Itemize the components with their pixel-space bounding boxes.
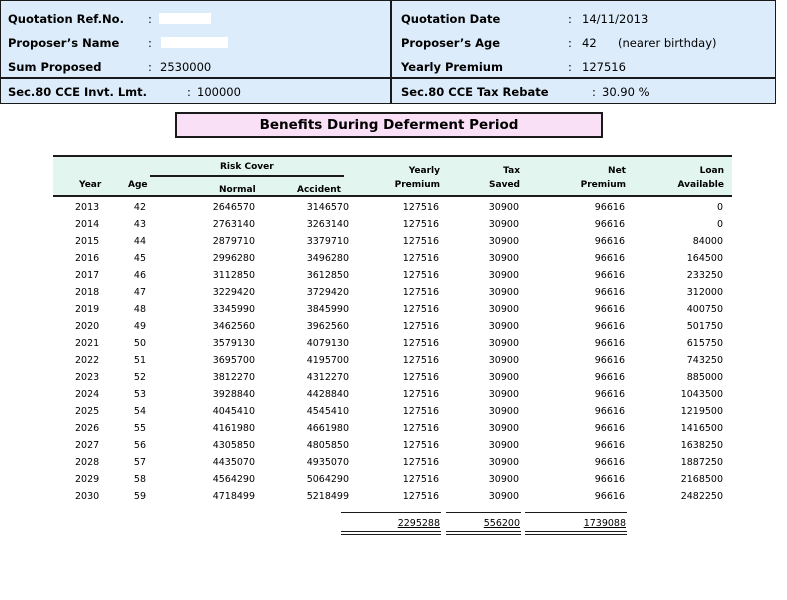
quotation-ref-label: Quotation Ref.No. <box>8 12 124 26</box>
cell-year: 2017 <box>75 270 100 281</box>
cell-normal: 3229420 <box>212 287 255 298</box>
cell-accident: 5064290 <box>306 474 349 485</box>
cell-age: 59 <box>133 491 146 502</box>
cell-normal: 2646570 <box>212 202 255 213</box>
cell-year: 2027 <box>75 440 100 451</box>
cell-accident: 4935070 <box>306 457 349 468</box>
cell-net-premium: 96616 <box>594 304 625 315</box>
colon: : <box>148 36 152 50</box>
cell-accident: 4312270 <box>306 372 349 383</box>
cell-loan-available: 615750 <box>686 338 723 349</box>
colon: : <box>148 12 152 26</box>
cell-age: 50 <box>133 338 146 349</box>
header-year: Year <box>79 180 102 190</box>
cell-normal: 3112850 <box>212 270 255 281</box>
cell-yearly-premium: 127516 <box>402 219 439 230</box>
cell-age: 58 <box>133 474 146 485</box>
proposer-age-note: (nearer birthday) <box>618 36 717 50</box>
cell-tax-saved: 30900 <box>488 270 519 281</box>
cell-accident: 3729420 <box>306 287 349 298</box>
cell-net-premium: 96616 <box>594 389 625 400</box>
header-risk-cover: Risk Cover <box>220 162 274 172</box>
table-row <box>53 284 732 301</box>
totals-rule-bottom <box>446 534 521 535</box>
cell-loan-available: 1043500 <box>680 389 723 400</box>
cell-loan-available: 233250 <box>686 270 723 281</box>
totals-rule-top <box>525 512 627 513</box>
cell-accident: 4545410 <box>306 406 349 417</box>
cell-yearly-premium: 127516 <box>402 474 439 485</box>
total-yearly-premium: 2295288 <box>397 518 440 529</box>
cell-yearly-premium: 127516 <box>402 355 439 366</box>
yearly-premium-value: 127516 <box>582 60 626 74</box>
cell-year: 2024 <box>75 389 100 400</box>
cell-loan-available: 2168500 <box>680 474 723 485</box>
table-row <box>53 437 732 454</box>
cell-net-premium: 96616 <box>594 321 625 332</box>
cell-accident: 4428840 <box>306 389 349 400</box>
cell-loan-available: 400750 <box>686 304 723 315</box>
cell-tax-saved: 30900 <box>488 287 519 298</box>
cell-accident: 3612850 <box>306 270 349 281</box>
cell-year: 2016 <box>75 253 100 264</box>
yearly-premium-label: Yearly Premium <box>401 60 503 74</box>
sec80-invt-limit-label: Sec.80 CCE Invt. Lmt. <box>8 85 148 99</box>
cell-age: 48 <box>133 304 146 315</box>
cell-tax-saved: 30900 <box>488 491 519 502</box>
cell-year: 2029 <box>75 474 100 485</box>
quotation-date-label: Quotation Date <box>401 12 501 26</box>
header-tax-line1: Tax <box>503 166 520 176</box>
table-row <box>53 369 732 386</box>
cell-age: 45 <box>133 253 146 264</box>
header-accident: Accident <box>297 185 341 195</box>
table-row <box>53 386 732 403</box>
cell-net-premium: 96616 <box>594 287 625 298</box>
cell-loan-available: 312000 <box>686 287 723 298</box>
cell-tax-saved: 30900 <box>488 253 519 264</box>
cell-normal: 3928840 <box>212 389 255 400</box>
cell-tax-saved: 30900 <box>488 457 519 468</box>
totals-rule-top <box>341 512 441 513</box>
cell-loan-available: 885000 <box>686 372 723 383</box>
cell-net-premium: 96616 <box>594 406 625 417</box>
cell-net-premium: 96616 <box>594 253 625 264</box>
cell-yearly-premium: 127516 <box>402 457 439 468</box>
proposer-age-label: Proposer’s Age <box>401 36 501 50</box>
table-row <box>53 335 732 352</box>
cell-net-premium: 96616 <box>594 202 625 213</box>
header-divider-horizontal <box>1 77 775 79</box>
cell-normal: 3345990 <box>212 304 255 315</box>
cell-net-premium: 96616 <box>594 491 625 502</box>
table-row <box>53 301 732 318</box>
risk-cover-underline <box>150 175 344 177</box>
cell-yearly-premium: 127516 <box>402 321 439 332</box>
cell-age: 55 <box>133 423 146 434</box>
header-normal: Normal <box>219 185 256 195</box>
colon: : <box>148 60 152 74</box>
cell-tax-saved: 30900 <box>488 406 519 417</box>
table-body <box>53 199 732 505</box>
cell-loan-available: 1887250 <box>680 457 723 468</box>
sec80-tax-rebate-value: 30.90 % <box>602 85 650 99</box>
cell-loan-available: 743250 <box>686 355 723 366</box>
cell-normal: 2763140 <box>212 219 255 230</box>
cell-yearly-premium: 127516 <box>402 389 439 400</box>
cell-age: 54 <box>133 406 146 417</box>
cell-tax-saved: 30900 <box>488 202 519 213</box>
cell-accident: 4661980 <box>306 423 349 434</box>
cell-tax-saved: 30900 <box>488 474 519 485</box>
cell-yearly-premium: 127516 <box>402 270 439 281</box>
header-loan-line2: Available <box>677 180 724 190</box>
quotation-header <box>0 0 776 104</box>
cell-net-premium: 96616 <box>594 474 625 485</box>
header-yearly-line2: Premium <box>394 180 440 190</box>
cell-age: 52 <box>133 372 146 383</box>
cell-yearly-premium: 127516 <box>402 491 439 502</box>
cell-loan-available: 501750 <box>686 321 723 332</box>
header-net-line1: Net <box>608 166 626 176</box>
section-title: Benefits During Deferment Period <box>175 112 603 138</box>
cell-normal: 3695700 <box>212 355 255 366</box>
cell-accident: 3379710 <box>306 236 349 247</box>
colon: : <box>568 60 572 74</box>
sec80-invt-limit-value: 100000 <box>197 85 241 99</box>
quotation-ref-value-redacted <box>159 13 211 24</box>
colon: : <box>568 36 572 50</box>
cell-year: 2013 <box>75 202 100 213</box>
cell-loan-available: 1416500 <box>680 423 723 434</box>
cell-yearly-premium: 127516 <box>402 423 439 434</box>
cell-loan-available: 1638250 <box>680 440 723 451</box>
header-loan-line1: Loan <box>699 166 724 176</box>
cell-accident: 3845990 <box>306 304 349 315</box>
cell-age: 46 <box>133 270 146 281</box>
cell-yearly-premium: 127516 <box>402 202 439 213</box>
cell-accident: 3146570 <box>306 202 349 213</box>
cell-tax-saved: 30900 <box>488 372 519 383</box>
cell-normal: 4305850 <box>212 440 255 451</box>
cell-age: 43 <box>133 219 146 230</box>
header-age: Age <box>128 180 148 190</box>
cell-normal: 2996280 <box>212 253 255 264</box>
proposer-name-value-redacted <box>161 37 228 48</box>
cell-tax-saved: 30900 <box>488 321 519 332</box>
table-row <box>53 352 732 369</box>
table-row <box>53 199 732 216</box>
cell-year: 2025 <box>75 406 100 417</box>
cell-year: 2030 <box>75 491 100 502</box>
colon: : <box>187 85 191 99</box>
cell-year: 2019 <box>75 304 100 315</box>
cell-loan-available: 2482250 <box>680 491 723 502</box>
table-row <box>53 267 732 284</box>
totals-rule-bottom <box>525 534 627 535</box>
cell-normal: 4564290 <box>212 474 255 485</box>
cell-accident: 4195700 <box>306 355 349 366</box>
cell-age: 49 <box>133 321 146 332</box>
cell-loan-available: 0 <box>716 219 723 230</box>
total-net-premium: 1739088 <box>583 518 626 529</box>
cell-tax-saved: 30900 <box>488 338 519 349</box>
cell-normal: 2879710 <box>212 236 255 247</box>
table-row <box>53 488 732 505</box>
header-tax-line2: Saved <box>489 180 520 190</box>
cell-accident: 3263140 <box>306 219 349 230</box>
colon: : <box>592 85 596 99</box>
cell-net-premium: 96616 <box>594 219 625 230</box>
table-row <box>53 454 732 471</box>
cell-normal: 3812270 <box>212 372 255 383</box>
cell-age: 44 <box>133 236 146 247</box>
totals-rule-bottom <box>341 534 441 535</box>
cell-net-premium: 96616 <box>594 423 625 434</box>
cell-normal: 4045410 <box>212 406 255 417</box>
cell-year: 2015 <box>75 236 100 247</box>
header-divider-vertical <box>390 1 392 103</box>
cell-yearly-premium: 127516 <box>402 440 439 451</box>
cell-yearly-premium: 127516 <box>402 287 439 298</box>
cell-year: 2026 <box>75 423 100 434</box>
cell-normal: 4718499 <box>212 491 255 502</box>
cell-net-premium: 96616 <box>594 236 625 247</box>
sec80-tax-rebate-label: Sec.80 CCE Tax Rebate <box>401 85 549 99</box>
cell-yearly-premium: 127516 <box>402 338 439 349</box>
cell-tax-saved: 30900 <box>488 389 519 400</box>
cell-age: 47 <box>133 287 146 298</box>
cell-net-premium: 96616 <box>594 270 625 281</box>
cell-age: 53 <box>133 389 146 400</box>
total-tax-saved: 556200 <box>483 518 520 529</box>
cell-normal: 3462560 <box>212 321 255 332</box>
colon: : <box>568 12 572 26</box>
cell-loan-available: 0 <box>716 202 723 213</box>
cell-age: 56 <box>133 440 146 451</box>
cell-age: 57 <box>133 457 146 468</box>
cell-age: 51 <box>133 355 146 366</box>
proposer-age-value: 42 <box>582 36 597 50</box>
cell-normal: 4435070 <box>212 457 255 468</box>
cell-loan-available: 1219500 <box>680 406 723 417</box>
cell-net-premium: 96616 <box>594 355 625 366</box>
cell-net-premium: 96616 <box>594 338 625 349</box>
cell-accident: 3496280 <box>306 253 349 264</box>
cell-tax-saved: 30900 <box>488 219 519 230</box>
cell-yearly-premium: 127516 <box>402 236 439 247</box>
cell-accident: 4805850 <box>306 440 349 451</box>
cell-accident: 4079130 <box>306 338 349 349</box>
sum-proposed-label: Sum Proposed <box>8 60 102 74</box>
cell-net-premium: 96616 <box>594 457 625 468</box>
header-net-line2: Premium <box>580 180 626 190</box>
cell-year: 2018 <box>75 287 100 298</box>
totals-rule-bottom <box>446 531 521 532</box>
table-row <box>53 471 732 488</box>
cell-yearly-premium: 127516 <box>402 372 439 383</box>
cell-yearly-premium: 127516 <box>402 304 439 315</box>
cell-normal: 4161980 <box>212 423 255 434</box>
proposer-name-label: Proposer’s Name <box>8 36 120 50</box>
cell-normal: 3579130 <box>212 338 255 349</box>
cell-tax-saved: 30900 <box>488 440 519 451</box>
table-row <box>53 216 732 233</box>
cell-tax-saved: 30900 <box>488 304 519 315</box>
table-row <box>53 233 732 250</box>
cell-year: 2021 <box>75 338 100 349</box>
cell-net-premium: 96616 <box>594 372 625 383</box>
cell-yearly-premium: 127516 <box>402 406 439 417</box>
totals-rule-bottom <box>525 531 627 532</box>
cell-year: 2022 <box>75 355 100 366</box>
cell-year: 2028 <box>75 457 100 468</box>
cell-year: 2023 <box>75 372 100 383</box>
cell-net-premium: 96616 <box>594 440 625 451</box>
totals-rule-top <box>446 512 521 513</box>
table-row <box>53 420 732 437</box>
sum-proposed-value: 2530000 <box>160 60 212 74</box>
cell-tax-saved: 30900 <box>488 423 519 434</box>
cell-tax-saved: 30900 <box>488 355 519 366</box>
cell-accident: 3962560 <box>306 321 349 332</box>
cell-accident: 5218499 <box>306 491 349 502</box>
cell-year: 2020 <box>75 321 100 332</box>
cell-yearly-premium: 127516 <box>402 253 439 264</box>
totals-rule-bottom <box>341 531 441 532</box>
table-row <box>53 250 732 267</box>
cell-year: 2014 <box>75 219 100 230</box>
table-row <box>53 403 732 420</box>
header-yearly-line1: Yearly <box>408 166 440 176</box>
table-row <box>53 318 732 335</box>
cell-loan-available: 164500 <box>686 253 723 264</box>
cell-tax-saved: 30900 <box>488 236 519 247</box>
cell-age: 42 <box>133 202 146 213</box>
quotation-date-value: 14/11/2013 <box>582 12 649 26</box>
cell-loan-available: 84000 <box>692 236 723 247</box>
